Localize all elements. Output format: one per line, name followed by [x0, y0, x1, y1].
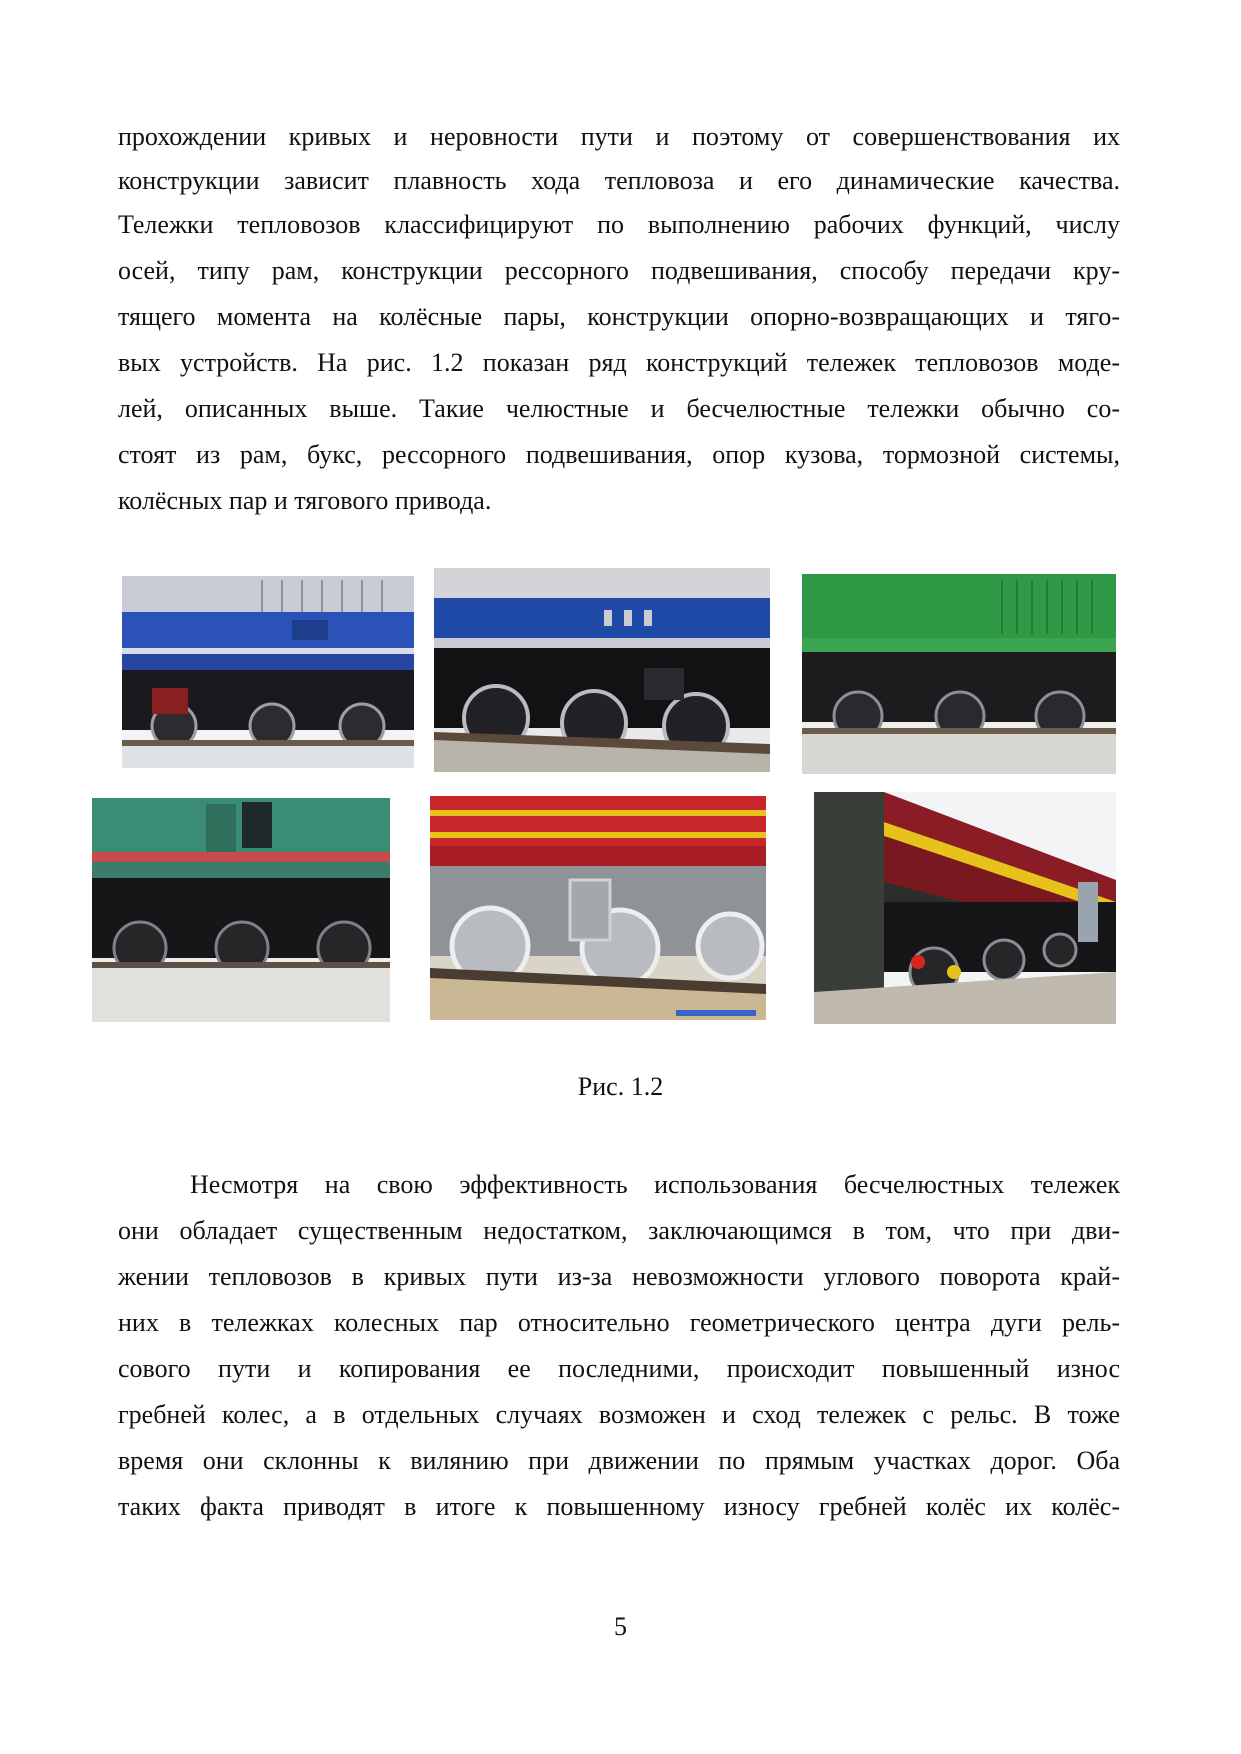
- text-line: сового пути и копирования ее последними, происходит повышенный износ: [118, 1354, 1120, 1383]
- photo-maroon-locomotive-bogie: [814, 792, 1116, 1024]
- text-line: они обладает существенным недостатком, заключающимся в том, что при дви-: [118, 1216, 1120, 1245]
- text-line: лей, описанных выше. Такие челюстные и бесчелюстные тележки обычно со-: [118, 394, 1120, 423]
- photo-red-locomotive-gray-bogie: [430, 796, 766, 1020]
- text-line: конструкции зависит плавность хода тепловоза и его динамические качества.: [118, 166, 1120, 195]
- text-line: прохождении кривых и неровности пути и поэтому от совершенствования их: [118, 122, 1120, 151]
- text-line: Несмотря на свою эффективность использования бесчелюстных тележек: [190, 1170, 1120, 1199]
- text-line: таких факта приводят в итоге к повышенному износу гребней колёс их колёс-: [118, 1492, 1120, 1521]
- text-line: них в тележках колесных пар относительно геометрического центра дуги рель-: [118, 1308, 1120, 1337]
- text-line: стоят из рам, букс, рессорного подвешивания, опор кузова, тормозной системы,: [118, 440, 1120, 469]
- photo-green-locomotive-bogie-1: [802, 574, 1116, 774]
- text-line: колёсных пар и тягового привода.: [118, 486, 492, 515]
- text-line: гребней колес, а в отдельных случаях возможен и сход тележек с рельс. В тоже: [118, 1400, 1120, 1429]
- text-line: Тележки тепловозов классифицируют по выполнению рабочих функций, числу: [118, 210, 1120, 239]
- text-line: тящего момента на колёсные пары, конструкции опорно-возвращающих и тяго-: [118, 302, 1120, 331]
- photo-green-locomotive-bogie-2: [92, 798, 390, 1022]
- text-line: жении тепловозов в кривых пути из-за невозможности углового поворота край-: [118, 1262, 1120, 1291]
- text-line: время они склонны к вилянию при движении по прямым участках дорог. Оба: [118, 1446, 1120, 1475]
- text-line: осей, типу рам, конструкции рессорного подвешивания, способу передачи кру-: [118, 256, 1120, 285]
- photo-blue-locomotive-bogie-1: [122, 576, 414, 768]
- photo-blue-locomotive-bogie-2: [434, 568, 770, 772]
- text-line: вых устройств. На рис. 1.2 показан ряд конструкций тележек тепловозов моде-: [118, 348, 1120, 377]
- page-number: 5: [614, 1612, 627, 1641]
- figure-caption: Рис. 1.2: [577, 1072, 664, 1101]
